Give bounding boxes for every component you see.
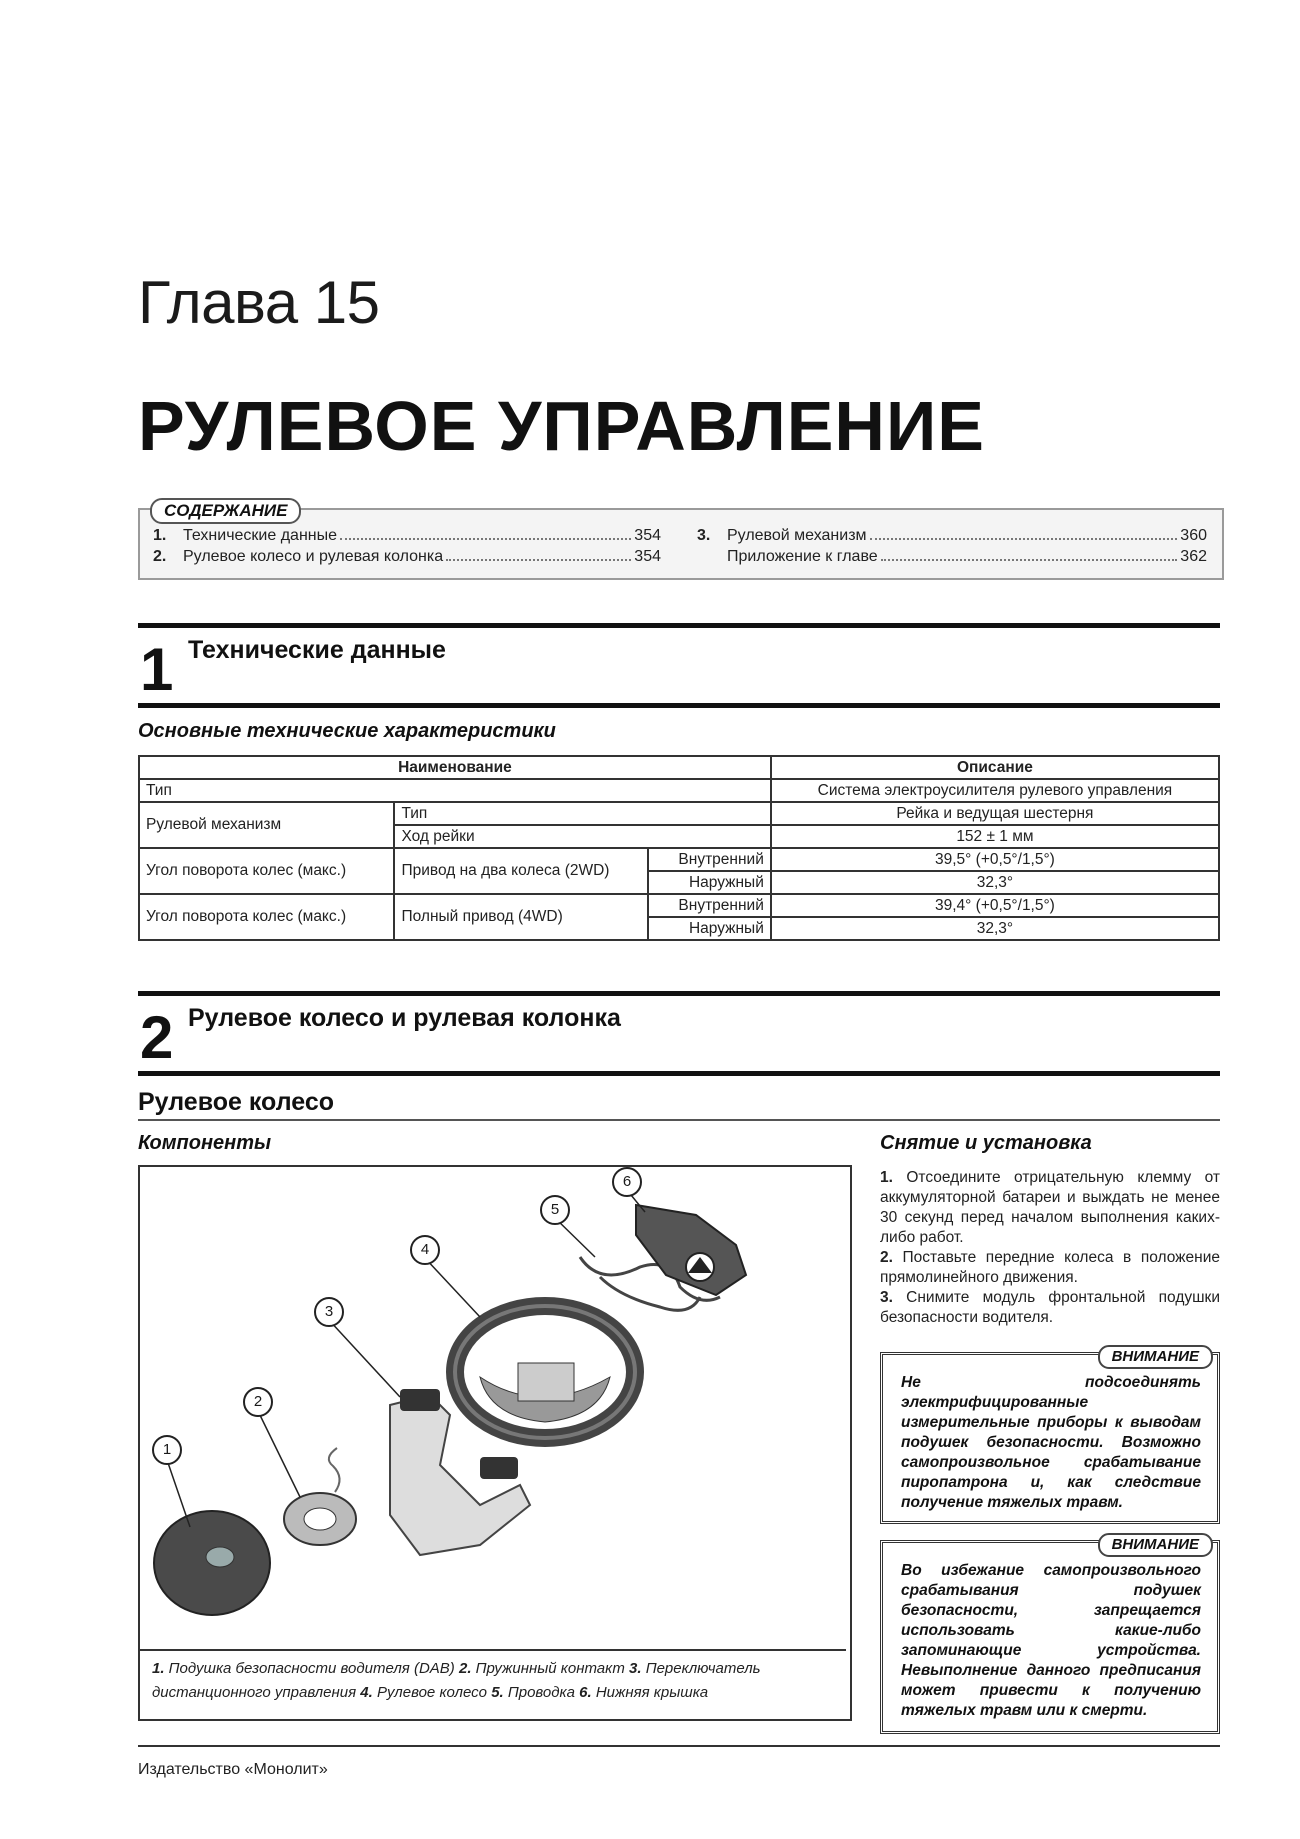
table-header-row	[139, 756, 1219, 779]
table-cell: Привод на два колеса (2WD)	[394, 848, 647, 894]
table-row	[139, 779, 1219, 802]
caption-text: Нижняя крышка	[591, 1684, 709, 1701]
chapter-title: РУЛЕВОЕ УПРАВЛЕНИЕ	[138, 387, 985, 465]
caption-divider	[140, 1649, 846, 1651]
components-heading: Компоненты	[138, 1132, 272, 1154]
airbag-module-part	[154, 1511, 270, 1615]
remote-control-switch-part	[390, 1389, 530, 1555]
callout-6: 6	[612, 1167, 642, 1197]
section-divider	[138, 623, 1220, 628]
caption-number: 6.	[579, 1684, 592, 1701]
step-number: 1.	[880, 1169, 893, 1186]
table-cell: Наружный	[648, 917, 771, 940]
toc-item-label: Технические данные	[183, 527, 338, 544]
table-cell: Внутренний	[648, 894, 771, 917]
warning-box	[880, 1536, 1220, 1734]
steering-wheel-part	[455, 1306, 635, 1438]
step-text: Снимите модуль фронтальной подушки безопасности водителя.	[880, 1289, 1220, 1326]
section-title: Технические данные	[188, 636, 446, 664]
toc-item-number: 2.	[153, 548, 167, 565]
toc-leader-dots	[446, 559, 631, 561]
callout-1: 1	[152, 1435, 182, 1465]
callout-4: 4	[410, 1235, 440, 1265]
warning-tag: ВНИМАНИЕ	[1098, 1345, 1213, 1369]
table-cell: 39,5° (+0,5°/1,5°)	[771, 848, 1219, 871]
section-divider	[138, 1071, 1220, 1076]
subsection-title: Рулевое колесо	[138, 1088, 334, 1116]
table-cell: 152 ± 1 мм	[771, 825, 1219, 848]
step-item	[880, 1248, 1220, 1288]
table-cell: 32,3°	[771, 871, 1219, 894]
table-title: Основные технические характеристики	[138, 720, 556, 742]
spec-table	[138, 755, 1220, 941]
table-cell: 32,3°	[771, 917, 1219, 940]
toc-item[interactable]	[697, 548, 1207, 566]
step-number: 3.	[880, 1289, 893, 1306]
clock-spring-part	[284, 1448, 356, 1545]
lower-cover-part	[636, 1205, 746, 1295]
figure-caption	[152, 1657, 840, 1705]
caption-number: 3.	[629, 1660, 642, 1677]
toc-leader-dots	[340, 538, 631, 540]
toc-leader-dots	[870, 538, 1178, 540]
toc-item-page: 354	[634, 527, 661, 544]
table-cell: Рейка и ведущая шестерня	[771, 802, 1219, 825]
callout-5: 5	[540, 1195, 570, 1225]
caption-number: 4.	[360, 1684, 373, 1701]
table-cell: Наружный	[648, 871, 771, 894]
callout-2: 2	[243, 1387, 273, 1417]
toc-item-label: Рулевой механизм	[727, 527, 867, 544]
table-cell: Тип	[394, 802, 770, 825]
caption-number: 2.	[458, 1660, 472, 1677]
caption-text: Пружинный контакт	[471, 1660, 630, 1677]
step-text: Отсоедините отрицательную клемму от аккумуляторной батареи и выждать не менее 30 секунд перед началом выполнения каких-либо работ.	[880, 1169, 1220, 1246]
step-text: Поставьте передние колеса в положение прямолинейного движения.	[880, 1249, 1220, 1286]
removal-steps	[880, 1168, 1220, 1328]
table-row	[139, 802, 1219, 825]
footer-rule	[138, 1745, 1220, 1747]
table-cell: Внутренний	[648, 848, 771, 871]
toc-item[interactable]	[153, 527, 661, 545]
table-cell: 39,4° (+0,5°/1,5°)	[771, 894, 1219, 917]
contents-heading: СОДЕРЖАНИЕ	[150, 498, 301, 524]
caption-text: Рулевое колесо	[372, 1684, 492, 1701]
toc-item[interactable]	[697, 527, 1207, 545]
callout-3: 3	[314, 1297, 344, 1327]
warning-tag: ВНИМАНИЕ	[1098, 1533, 1213, 1557]
toc-item[interactable]	[153, 548, 661, 566]
table-cell: Рулевой механизм	[139, 802, 394, 848]
step-item	[880, 1168, 1220, 1248]
warning-text: Не подсоединять электрифицированные измерительные приборы к выводам подушек безопасности. Возможно самопроизвольное срабатывание пиропатрона и, как следствие получение тяжелых травм.	[901, 1374, 1201, 1511]
subsection-rule	[138, 1119, 1220, 1121]
section-number: 2	[140, 1004, 174, 1071]
table-cell: Тип	[139, 779, 771, 802]
table-cell: Ход рейки	[394, 825, 770, 848]
table-header-cell: Наименование	[139, 756, 771, 779]
section-number: 1	[140, 636, 174, 703]
removal-heading: Снятие и установка	[880, 1132, 1092, 1154]
components-figure	[138, 1165, 852, 1721]
section-divider	[138, 703, 1220, 708]
toc-item-label: Приложение к главе	[727, 548, 878, 565]
toc-item-number: 3.	[697, 527, 711, 544]
publisher-name: Издательство «Монолит»	[138, 1761, 328, 1778]
toc-leader-dots	[881, 559, 1178, 561]
table-cell: Система электроусилителя рулевого управления	[771, 779, 1219, 802]
chapter-label: Глава 15	[138, 269, 380, 336]
warning-box	[880, 1348, 1220, 1524]
section-title: Рулевое колесо и рулевая колонка	[188, 1004, 621, 1032]
section-divider	[138, 991, 1220, 996]
table-header-cell: Описание	[771, 756, 1219, 779]
toc-item-page: 354	[634, 548, 661, 565]
table-cell: Полный привод (4WD)	[394, 894, 647, 940]
table-cell: Угол поворота колес (макс.)	[139, 848, 394, 894]
toc-item-page: 362	[1180, 548, 1207, 565]
table-row	[139, 894, 1219, 917]
caption-number: 5.	[491, 1684, 504, 1701]
caption-text: Переключатель дистанционного управления	[152, 1660, 761, 1701]
publisher-logo-icon	[686, 1253, 714, 1281]
step-number: 2.	[880, 1249, 893, 1266]
toc-item-label: Рулевое колесо и рулевая колонка	[183, 548, 444, 565]
warning-text: Во избежание самопроизвольного срабатывания подушек безопасности, запрещается использовать какие-либо запоминающие устройства. Невыполнение данного предписания может привести к получению тяжелых травм или к смерти.	[901, 1562, 1201, 1719]
caption-text: Проводка	[503, 1684, 580, 1701]
step-item	[880, 1288, 1220, 1328]
caption-number: 1.	[152, 1660, 165, 1677]
toc-item-number: 1.	[153, 527, 167, 544]
caption-text: Подушка безопасности водителя (DAB)	[164, 1660, 459, 1677]
toc-item-page: 360	[1180, 527, 1207, 544]
table-cell: Угол поворота колес (макс.)	[139, 894, 394, 940]
table-row	[139, 848, 1219, 871]
